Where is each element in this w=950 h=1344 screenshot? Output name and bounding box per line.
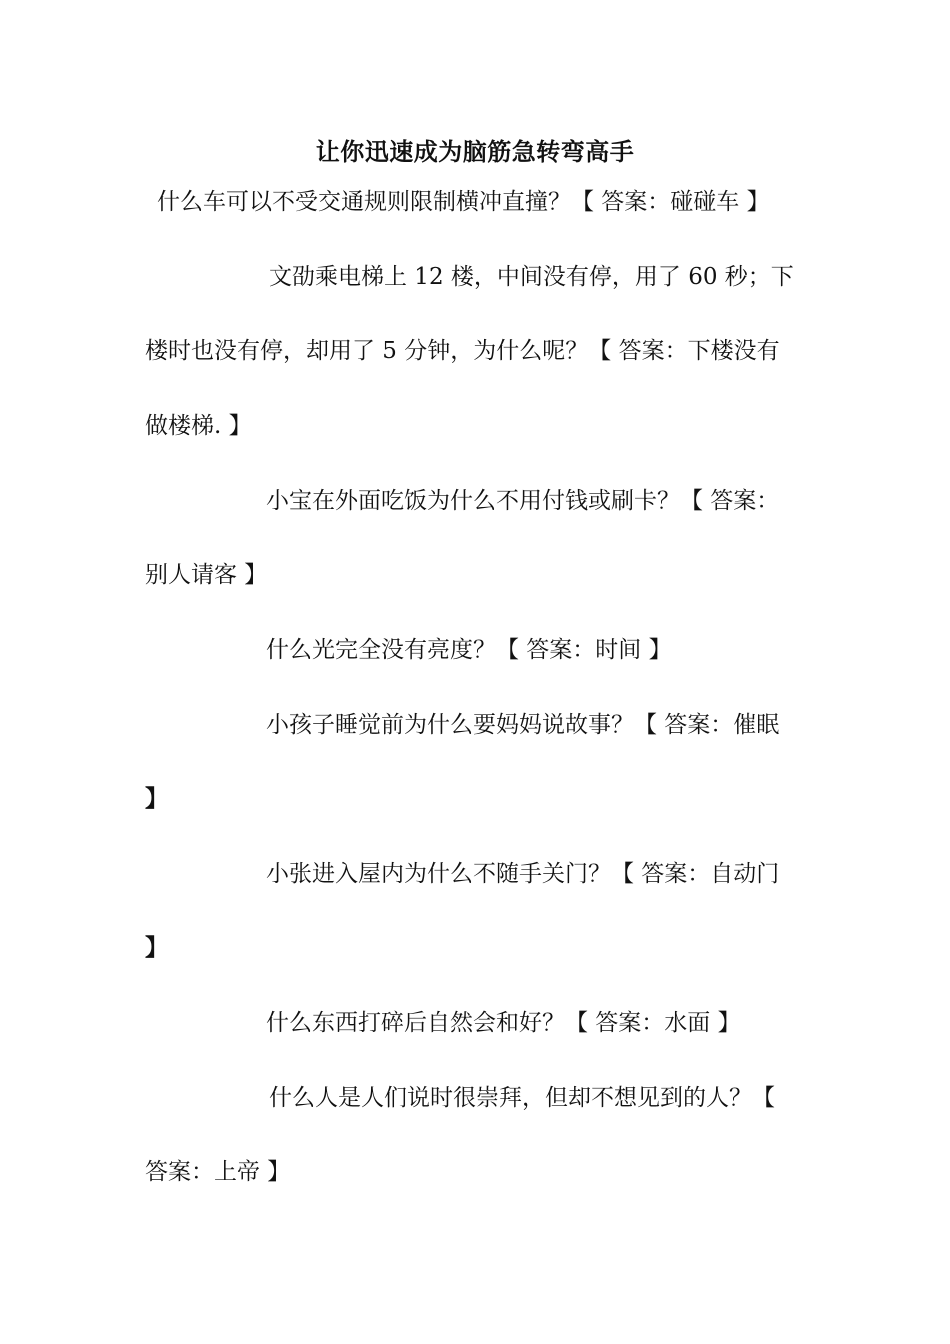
riddle-line-2: 文劭乘电梯上 12 楼，中间没有停，用了 60 秒；下 bbox=[269, 264, 794, 290]
riddle-line-13: 什么人是人们说时很崇拜，但却不想见到的人？【 bbox=[269, 1085, 775, 1111]
riddle-line-1: 什么车可以不受交通规则限制横冲直撞？【 答案：碰碰车 】 bbox=[157, 189, 770, 215]
riddle-line-6: 别人请客 】 bbox=[145, 562, 268, 588]
riddle-line-5: 小宝在外面吃饭为什么不用付钱或刷卡？【 答案： bbox=[266, 488, 780, 514]
riddle-line-12: 什么东西打碎后自然会和好？【 答案：水面 】 bbox=[266, 1010, 741, 1036]
riddle-line-9: 】 bbox=[145, 785, 168, 812]
riddle-line-10: 小张进入屋内为什么不随手关门？【 答案：自动门 bbox=[266, 861, 780, 887]
riddle-line-3: 楼时也没有停，却用了 5 分钟，为什么呢？【 答案：下楼没有 bbox=[145, 338, 780, 364]
riddle-line-11: 】 bbox=[145, 934, 168, 961]
riddle-line-8: 小孩子睡觉前为什么要妈妈说故事？【 答案：催眠 bbox=[266, 712, 780, 738]
riddle-line-14: 答案：上帝 】 bbox=[145, 1159, 291, 1185]
riddle-line-4: 做楼梯. 】 bbox=[145, 413, 252, 439]
document-title: 让你迅速成为脑筋急转弯高手 bbox=[315, 137, 635, 166]
riddle-line-7: 什么光完全没有亮度？【 答案：时间 】 bbox=[266, 637, 672, 663]
